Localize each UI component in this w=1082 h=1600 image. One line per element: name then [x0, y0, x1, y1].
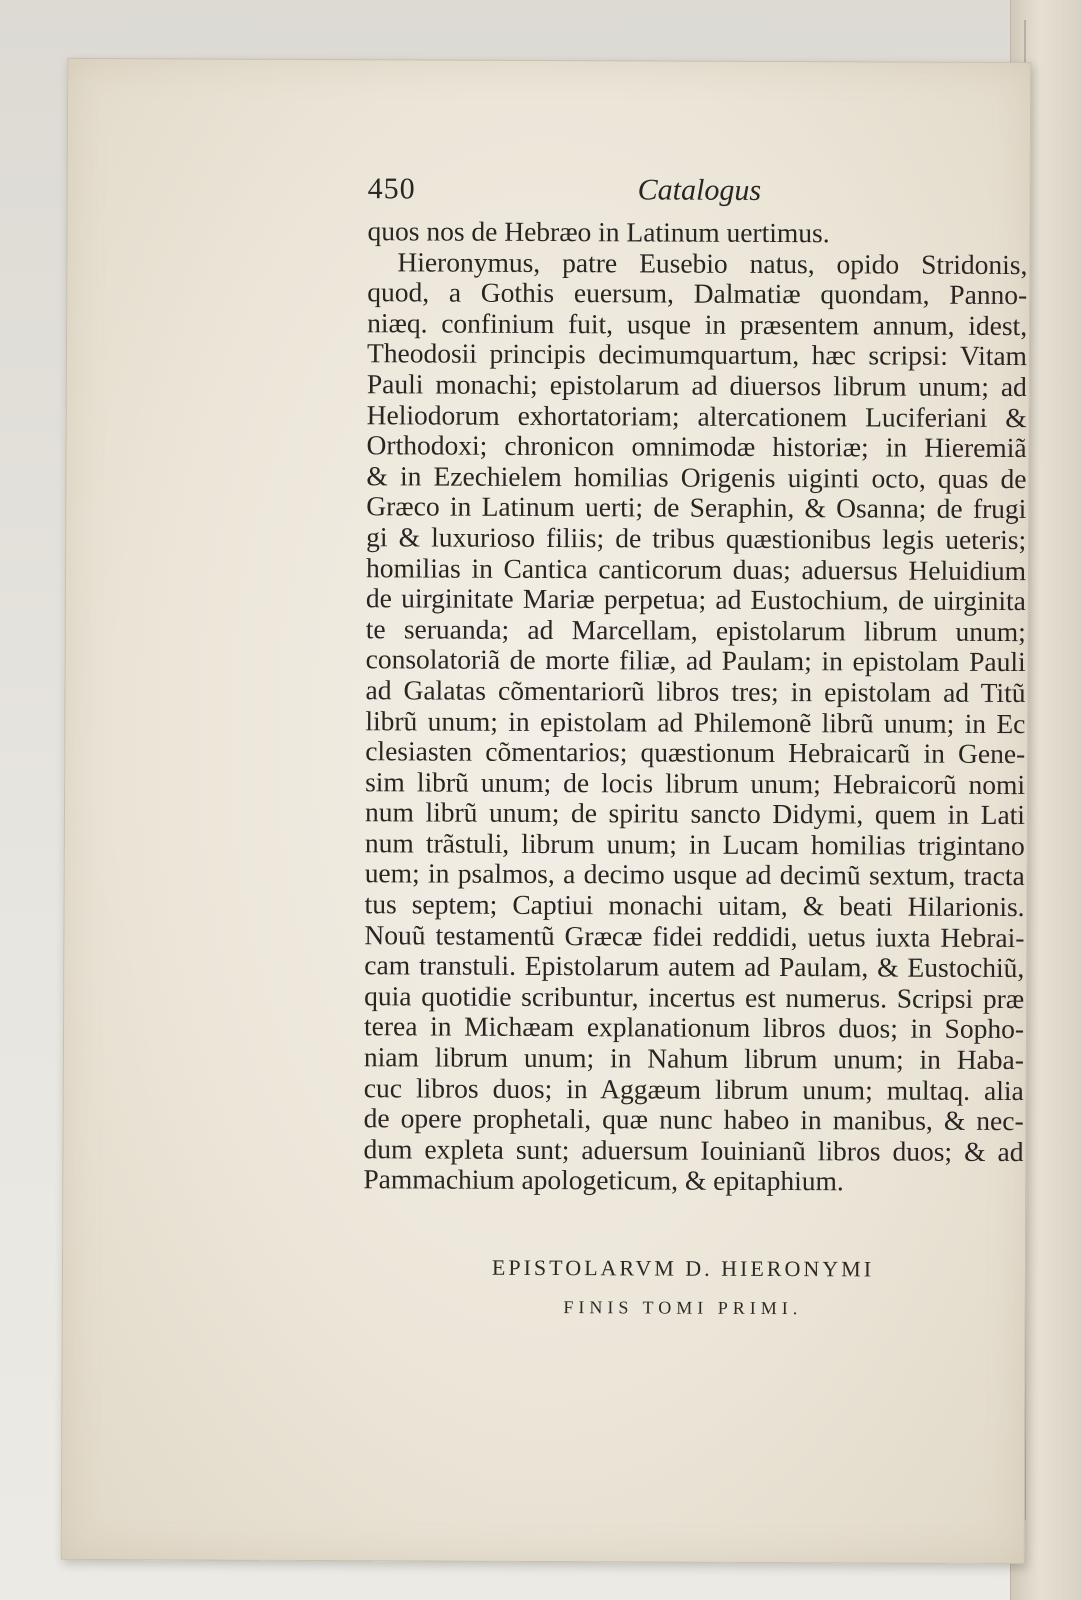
text-line: Græco in Latinum uerti; de Seraphin, & Osanna; de frugi: [366, 490, 1027, 525]
text-line: gi & luxurioso filiis; de tribus quæstionibus legis ueteris;: [366, 521, 1027, 556]
page-number: 450: [367, 172, 416, 206]
text-line: cam transtuli. Epistolarum autem ad Paulam, & Eustochiũ,: [364, 949, 1025, 984]
text-line: Heliodorum exhortatoriam; altercationem Luciferiani &: [366, 398, 1027, 433]
text-line: de uirginitate Mariæ perpetua; ad Eustochium, de uirginita: [365, 582, 1026, 617]
text-line: consolatoriã de morte filiæ, ad Paulam; in epistolam Pauli: [365, 643, 1026, 678]
text-block: [363, 172, 1028, 1319]
running-title: Catalogus: [637, 173, 762, 207]
text-line: te seruanda; ad Marcellam, epistolarum librum unum;: [365, 612, 1026, 647]
text-line: sim librũ unum; de locis librum unum; Hebraicorũ nomi: [365, 765, 1026, 800]
text-line: terea in Michæam explanationum libros duos; in Sopho-: [363, 1010, 1025, 1045]
text-line: Pammachium apologeticum, & epitaphium.: [363, 1163, 844, 1197]
text-line: clesiasten cõmentarios; quæstionum Hebraicarũ in Gene-: [365, 735, 1026, 770]
text-line: de opere prophetali, quæ nunc habeo in manibus, & nec-: [363, 1102, 1024, 1137]
text-line: ad Galatas cõmentariorũ libros tres; in epistolam ad Titũ: [365, 674, 1026, 708]
text-line: Hieronymus, patre Eusebio natus, opido Stridonis,: [397, 245, 1028, 280]
text-line: niæq. confinium fuit, usque in præsentem annum, idest,: [367, 306, 1028, 341]
text-line: num trãstuli, librum unum; in Lucam homilias trigintano: [364, 827, 1025, 861]
text-line: num librũ unum; de spiritu sancto Didymi, quem in Lati: [364, 796, 1026, 831]
running-head: [368, 172, 1028, 219]
text-line: homilias in Cantica canticorum duas; aduersus Heluidium: [365, 551, 1027, 586]
text-line: Theodosii principis decimumquartum, hæc scripsi: Vitam: [366, 337, 1028, 372]
text-line: Nouũ testamentũ Græcæ fidei reddidi, uetus iuxta Hebrai-: [364, 918, 1025, 953]
colophon-line-1: EPISTOLARVM D. HIERONYMI: [491, 1254, 875, 1282]
text-line: librũ unum; in epistolam ad Philemonẽ librũ unum; in Ec: [365, 704, 1026, 739]
text-line: dum expleta sunt; aduersum Iouinianũ libros duos; & ad: [363, 1133, 1024, 1167]
text-line: quod, a Gothis euersum, Dalmatiæ quondam, Panno-: [367, 276, 1028, 311]
body-text: [363, 216, 1027, 1198]
text-line: & in Ezechielem homilias Origenis uiginti octo, quas de: [366, 459, 1027, 494]
colophon-line-2: FINIS TOMI PRIMI.: [563, 1297, 803, 1319]
text-line: cuc libros duos; in Aggæum librum unum; multaq. alia: [363, 1071, 1024, 1106]
text-line: niam librum unum; in Nahum librum unum; in Haba-: [363, 1041, 1024, 1076]
text-line: quos nos de Hebræo in Latinum uertimus.: [367, 215, 830, 249]
text-line: tus septem; Captiui monachi uitam, & beati Hilarionis.: [364, 888, 1025, 923]
text-line: Orthodoxi; chronicon omnimodæ historiæ; in Hieremiã: [366, 429, 1027, 464]
book-page: [61, 58, 1032, 1564]
text-line: Pauli monachi; epistolarum ad diuersos librum unum; ad: [366, 368, 1027, 403]
text-line: quia quotidie scribuntur, incertus est numerus. Scripsi præ: [364, 980, 1025, 1014]
text-line: uem; in psalmos, a decimo usque ad decimũ sextum, tracta: [364, 857, 1025, 892]
